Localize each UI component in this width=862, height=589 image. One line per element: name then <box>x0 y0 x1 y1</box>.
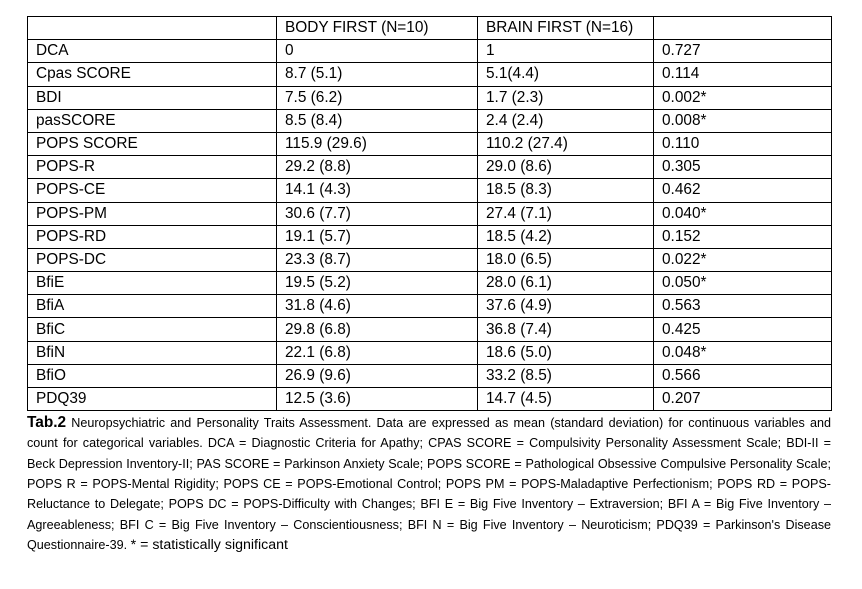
caption-significance-note: * = statistically significant <box>130 536 288 553</box>
body-first-cell: 0 <box>277 40 478 63</box>
brain-first-cell: 27.4 (7.1) <box>478 202 654 225</box>
table-row <box>28 248 832 271</box>
table-row <box>28 202 832 225</box>
body-first-cell: 8.7 (5.1) <box>277 63 478 86</box>
p-value-cell: 0.305 <box>654 156 832 179</box>
row-label-cell: POPS-PM <box>28 202 277 225</box>
brain-first-cell: 2.4 (2.4) <box>478 109 654 132</box>
brain-first-cell: 36.8 (7.4) <box>478 318 654 341</box>
table-row <box>28 295 832 318</box>
table-row <box>28 318 832 341</box>
body-first-cell: 19.5 (5.2) <box>277 272 478 295</box>
row-label-cell: PDQ39 <box>28 388 277 411</box>
table-row <box>28 132 832 155</box>
body-first-cell: 29.2 (8.8) <box>277 156 478 179</box>
p-value-cell: 0.566 <box>654 364 832 387</box>
p-value-cell: 0.002* <box>654 86 832 109</box>
brain-first-cell: 33.2 (8.5) <box>478 364 654 387</box>
brain-first-cell: 14.7 (4.5) <box>478 388 654 411</box>
table-row <box>28 388 832 411</box>
p-value-cell: 0.008* <box>654 109 832 132</box>
body-first-cell: 31.8 (4.6) <box>277 295 478 318</box>
body-first-cell: 26.9 (9.6) <box>277 364 478 387</box>
results-table <box>27 16 832 411</box>
table-row <box>28 225 832 248</box>
row-label-cell: POPS-DC <box>28 248 277 271</box>
p-value-cell: 0.425 <box>654 318 832 341</box>
header-cell-brain-first: BRAIN FIRST (N=16) <box>478 17 654 40</box>
brain-first-cell: 1.7 (2.3) <box>478 86 654 109</box>
p-value-cell: 0.114 <box>654 63 832 86</box>
results-table-body <box>28 17 832 411</box>
brain-first-cell: 18.6 (5.0) <box>478 341 654 364</box>
row-label-cell: BDI <box>28 86 277 109</box>
body-first-cell: 19.1 (5.7) <box>277 225 478 248</box>
table-row <box>28 272 832 295</box>
table-row <box>28 179 832 202</box>
p-value-cell: 0.050* <box>654 272 832 295</box>
header-cell-measure <box>28 17 277 40</box>
brain-first-cell: 110.2 (27.4) <box>478 132 654 155</box>
caption-label: Tab.2 <box>27 414 67 432</box>
table-header-row <box>28 17 832 40</box>
brain-first-cell: 28.0 (6.1) <box>478 272 654 295</box>
brain-first-cell: 18.5 (4.2) <box>478 225 654 248</box>
row-label-cell: BfiN <box>28 341 277 364</box>
caption-text: Neuropsychiatric and Personality Traits Assessment. Data are expressed as mean (standard deviation) for continuous variables and count for categorical variables. DCA = Diagnostic Criteria for Apathy; CPAS SCORE = Compulsivity Personality Assessment Scale; BDI-II = Beck Depression Inventory-II; PAS SCORE = Parkinson Anxiety Scale; POPS SCORE = Pathological Obsessive Compulsive Personality Scale; POPS R = POPS-Mental Rigidity; POPS CE = POPS-Emotional Control; POPS PM = POPS-Maladaptive Perfectionism; POPS RD = POPS-Reluctance to Delegate; POPS DC = POPS-Difficulty with Changes; BFI E = Big Five Inventory – Extraversion; BFI A = Big Five Inventory – Agreeableness; BFI C = Big Five Inventory – Conscientiousness; BFI N = Big Five Inventory – Neuroticism; PDQ39 = Parkinson's Disease Questionnaire-39. <box>27 416 832 552</box>
body-first-cell: 115.9 (29.6) <box>277 132 478 155</box>
body-first-cell: 29.8 (6.8) <box>277 318 478 341</box>
table-row <box>28 40 832 63</box>
p-value-cell: 0.110 <box>654 132 832 155</box>
row-label-cell: POPS-RD <box>28 225 277 248</box>
table-row <box>28 109 832 132</box>
header-cell-body-first: BODY FIRST (N=10) <box>277 17 478 40</box>
row-label-cell: BfiE <box>28 272 277 295</box>
header-cell-p-value <box>654 17 832 40</box>
body-first-cell: 7.5 (6.2) <box>277 86 478 109</box>
body-first-cell: 14.1 (4.3) <box>277 179 478 202</box>
p-value-cell: 0.048* <box>654 341 832 364</box>
brain-first-cell: 37.6 (4.9) <box>478 295 654 318</box>
table-row <box>28 156 832 179</box>
brain-first-cell: 1 <box>478 40 654 63</box>
brain-first-cell: 5.1(4.4) <box>478 63 654 86</box>
p-value-cell: 0.462 <box>654 179 832 202</box>
row-label-cell: POPS-R <box>28 156 277 179</box>
table-caption <box>27 413 831 555</box>
body-first-cell: 8.5 (8.4) <box>277 109 478 132</box>
table-row <box>28 86 832 109</box>
row-label-cell: Cpas SCORE <box>28 63 277 86</box>
body-first-cell: 23.3 (8.7) <box>277 248 478 271</box>
brain-first-cell: 18.0 (6.5) <box>478 248 654 271</box>
row-label-cell: BfiO <box>28 364 277 387</box>
table-row <box>28 63 832 86</box>
body-first-cell: 22.1 (6.8) <box>277 341 478 364</box>
p-value-cell: 0.152 <box>654 225 832 248</box>
brain-first-cell: 29.0 (8.6) <box>478 156 654 179</box>
p-value-cell: 0.727 <box>654 40 832 63</box>
body-first-cell: 30.6 (7.7) <box>277 202 478 225</box>
row-label-cell: POPS-CE <box>28 179 277 202</box>
row-label-cell: BfiA <box>28 295 277 318</box>
row-label-cell: POPS SCORE <box>28 132 277 155</box>
table-row <box>28 341 832 364</box>
row-label-cell: pasSCORE <box>28 109 277 132</box>
row-label-cell: DCA <box>28 40 277 63</box>
p-value-cell: 0.022* <box>654 248 832 271</box>
body-first-cell: 12.5 (3.6) <box>277 388 478 411</box>
document-page <box>27 16 831 555</box>
p-value-cell: 0.040* <box>654 202 832 225</box>
p-value-cell: 0.207 <box>654 388 832 411</box>
row-label-cell: BfiC <box>28 318 277 341</box>
p-value-cell: 0.563 <box>654 295 832 318</box>
table-row <box>28 364 832 387</box>
brain-first-cell: 18.5 (8.3) <box>478 179 654 202</box>
